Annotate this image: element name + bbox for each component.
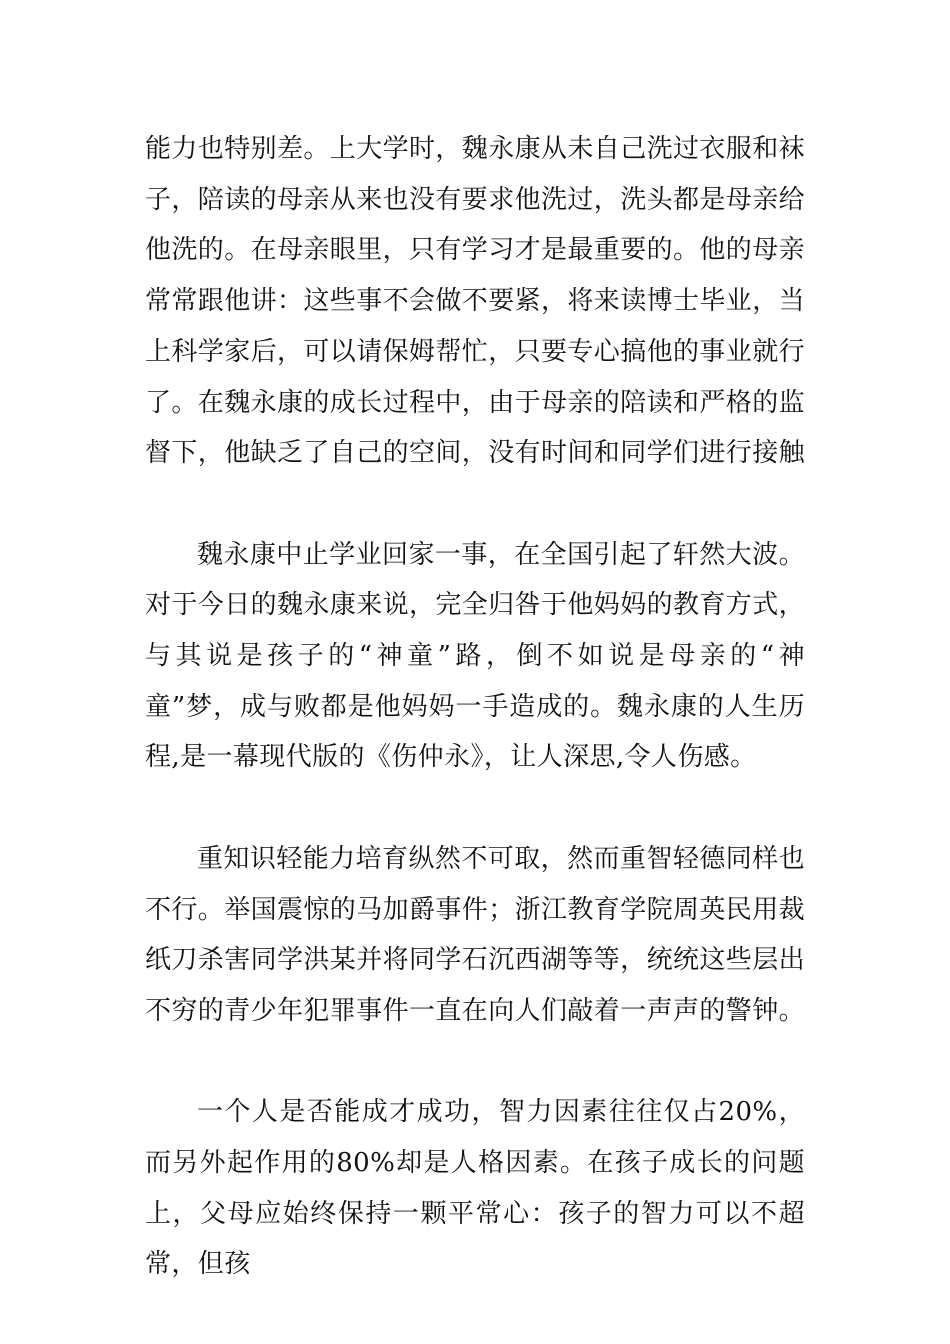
document-page [145, 124, 805, 1290]
paragraph-gap [145, 783, 805, 834]
paragraph-4: 一个人是否能成才成功，智力因素往往仅占20%，而另外起作用的80%却是人格因素。在孩子成长的问题上，父母应始终保持一颗平常心：孩子的智力可以不超常，但孩 [145, 1097, 805, 1280]
paragraph-1: 能力也特别差。上大学时，魏永康从未自己洗过衣服和袜子，陪读的母亲从来也没有要求他洗过，洗头都是母亲给他洗的。在母亲眼里，只有学习才是最重要的。他的母亲常常跟他讲：这些事不会做不要紧，将来读博士毕业，当上科学家后，可以请保姆帮忙，只要专心搞他的事业就行了。在魏永康的成长过程中，由于母亲的陪读和严格的监督下，他缺乏了自己的空间，没有时间和同学们进行接触 [145, 134, 806, 469]
paragraph-3: 重知识轻能力培育纵然不可取，然而重智轻德同样也不行。举国震惊的马加爵事件；浙江教育学院周英民用裁纸刀杀害同学洪某并将同学石沉西湖等等，统统这些层出不穷的青少年犯罪事件一直在向人们敲着一声声的警钟。 [145, 843, 806, 1026]
paragraph-gap [145, 479, 805, 530]
paragraph-2: 魏永康中止学业回家一事，在全国引起了轩然大波。对于今日的魏永康来说，完全归咎于他妈妈的教育方式，与其说是孩子的“神童”路，倒不如说是母亲的“神童”梦，成与败都是他妈妈一手造成的。魏永康的人生历程,是一幕现代版的《伤仲永》，让人深思,令人伤感。 [145, 539, 806, 773]
paragraph-gap [145, 1037, 805, 1088]
